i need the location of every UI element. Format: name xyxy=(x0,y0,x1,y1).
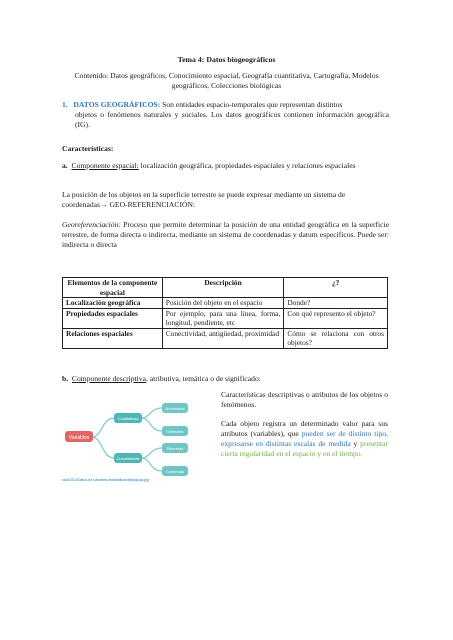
table-cell: Cómo se relaciona con otros objetos? xyxy=(284,328,388,348)
mindmap-leaf-label: Continuas xyxy=(165,469,185,474)
section-1-heading: DATOS GEOGRÁFICOS: xyxy=(73,100,161,109)
variables-text-pre: Cada objeto registra un determinado valor para sus atributos (variables), que xyxy=(221,419,388,438)
spatial-components-table xyxy=(62,277,388,349)
connector-line xyxy=(142,408,162,418)
variables-text-green: presentar cierta regularidad en el espacio y en el tiempo. xyxy=(221,439,388,458)
document-title: Tema 4: Datos biogeográficos xyxy=(177,55,276,64)
connector-line xyxy=(142,418,162,431)
mindmap-center-label: Variables xyxy=(68,435,90,441)
section-1-text-a: Son entidades espacio-temporales que representan distintos xyxy=(160,100,343,109)
table-cell: Con qué represento el objeto? xyxy=(284,308,388,328)
item-b-text: , atributiva, temática o de significado: xyxy=(145,374,261,383)
mindmap-leaf-label: Nominales xyxy=(165,406,185,411)
table-row xyxy=(63,298,388,309)
variables-text-blue: pueden ser de distinto tipo, expresarse en distintas escalas de medida xyxy=(221,429,388,448)
mindmap-branch-label: Cualitativas xyxy=(117,416,139,421)
georef-paragraph: La posición de los objetos en la superficie terrestre se puede expresar mediante un sistema de coordenadas→ GEO-REFERENCIACIÓN: xyxy=(62,190,346,209)
mindmap-center-node xyxy=(65,431,93,442)
definition-text: Proceso que permite determinar la posición de una entidad geográfica en la superficie terrestre, de forma directa o indirecta, mediante un sistema de coordenadas y datum específicos. Puede ser: indirecta o directa xyxy=(62,220,389,249)
mindmap-leaf-node xyxy=(162,466,188,476)
connector-line xyxy=(92,437,114,458)
table-cell: Conectividad, antigüedad, proximidad xyxy=(162,328,284,348)
item-a-paragraph xyxy=(62,161,389,171)
table-row xyxy=(63,308,388,328)
table-cell: Posición del objeto en el espacio xyxy=(162,298,284,309)
mindmap-leaf-label: Discretas xyxy=(166,446,184,451)
table-cell: Donde? xyxy=(284,298,388,309)
mindmap-leaf-node xyxy=(162,426,188,436)
table-cell: Localización geográfica xyxy=(63,298,163,309)
item-a-label: a. xyxy=(62,161,68,170)
mindmap-leaf-node xyxy=(162,443,188,453)
item-a-underlined: Componente espacial: xyxy=(71,161,139,170)
connector-line xyxy=(92,418,114,437)
section-1-text-b: objetos o fenómenos naturales y sociales. Los datos geográficos contienen información geográfica (IG). xyxy=(75,110,389,129)
mindmap-leaf-node xyxy=(162,403,188,413)
connector-line xyxy=(142,458,162,471)
section-1-number: 1. xyxy=(62,100,68,109)
caracteristicas-heading: Características: xyxy=(62,144,114,153)
variables-paragraph xyxy=(221,419,388,459)
contents-line: Contenido: Datos geográficos, Conocimiento espacial, Geografía cuantitativa, Cartografía, Modelos geográficos, Colecciones biológicas xyxy=(74,71,379,90)
section-1-paragraph xyxy=(62,100,389,130)
variables-mindmap xyxy=(62,402,212,487)
mindmap-leaf-label: Ordinales xyxy=(166,429,184,434)
mindmap-branch-label: Cuantitativas xyxy=(116,456,140,461)
connector-line xyxy=(142,448,162,458)
definition-paragraph xyxy=(62,220,389,250)
variables-text-mid: y xyxy=(350,439,361,448)
item-b-label: b. xyxy=(62,374,69,383)
image-credit: stuDOCU/Datos-de-variables-estadisticas/biologicas.jpg xyxy=(62,478,149,482)
mindmap-branch-node xyxy=(114,453,142,463)
table-row xyxy=(63,328,388,348)
table-cell: Por ejemplo, para una línea, forma, longitud, pendiente, etc xyxy=(162,308,284,328)
table-cell: Relaciones espaciales xyxy=(63,328,163,348)
item-b-underlined: Componente descriptiva xyxy=(71,374,146,383)
item-b-paragraph xyxy=(62,374,261,384)
definition-term: Georeferenciación: xyxy=(62,220,121,229)
item-a-text: localización geográfica, propiedades espaciales y relaciones espaciales xyxy=(138,161,356,170)
mindmap-branch-node xyxy=(114,413,142,423)
attributes-paragraph: Características descriptivas o atributos de los objetos o fenómenos. xyxy=(221,390,388,409)
table-header-row xyxy=(63,278,388,298)
table-header-cell: Descripción xyxy=(162,278,284,298)
table-cell: Propiedades espaciales xyxy=(63,308,163,328)
table-header-cell: Elementos de la componente espacial xyxy=(63,278,163,298)
table-header-cell: ¿? xyxy=(284,278,388,298)
